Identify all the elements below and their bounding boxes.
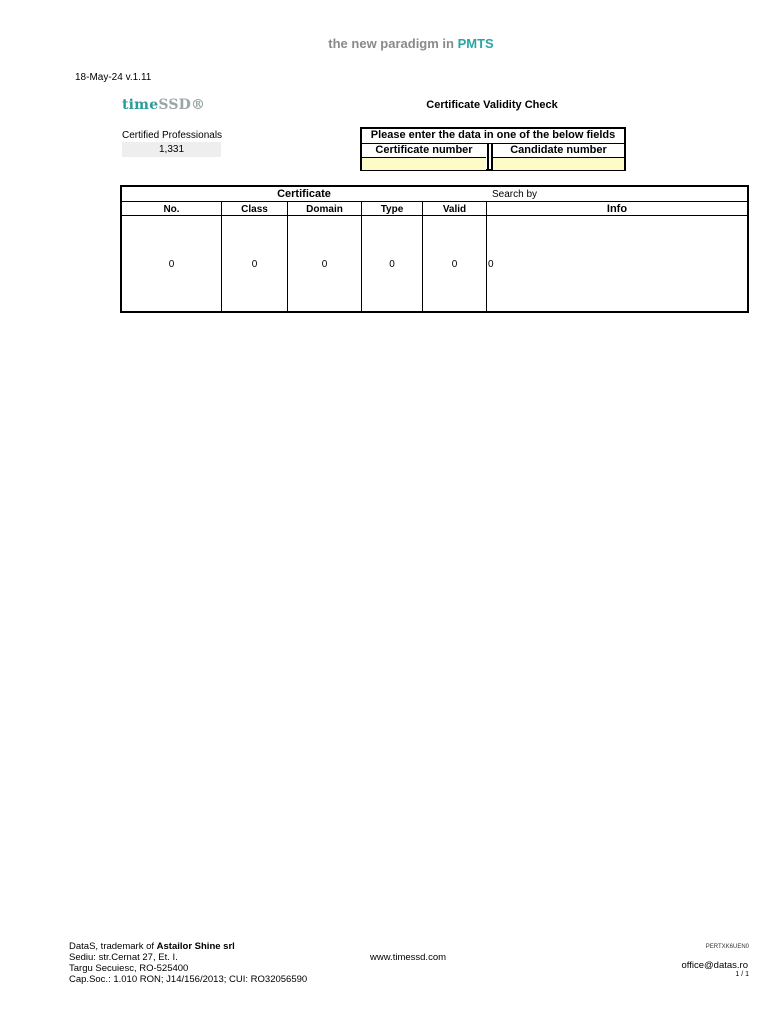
candidate-number-label: Candidate number (493, 144, 624, 158)
column-separator (487, 144, 489, 171)
search-form-heading: Please enter the data in one of the below fields (362, 129, 624, 144)
cell-info: 0 (488, 259, 494, 270)
column-header-class: Class (241, 204, 268, 215)
certificate-number-input[interactable] (362, 158, 486, 170)
certified-professionals-count: 1,331 (122, 142, 221, 157)
footer-address-1: Sediu: str.Cernat 27, Et. I. (69, 952, 178, 963)
footer-company-name: Astailor Shine srl (156, 941, 235, 952)
search-by-label: Search by (492, 189, 538, 200)
column-header-domain: Domain (306, 204, 343, 215)
footer-company-line (69, 941, 307, 952)
column-line (287, 201, 288, 313)
footer-registration: Cap.Soc.: 1.010 RON; J14/156/2013; CUI: RO32056590 (69, 974, 308, 985)
cell-class: 0 (251, 259, 258, 270)
footer-doc-code: PERTXK6UEN0 (705, 944, 749, 950)
footer-website-link[interactable]: www.timessd.com (370, 952, 447, 963)
result-table (120, 185, 749, 313)
cell-no: 0 (168, 259, 175, 270)
footer-company-prefix: DataS, trademark of (69, 941, 157, 952)
certificate-number-label: Certificate number (362, 144, 486, 158)
logo-time: time (122, 97, 159, 113)
column-line (361, 201, 362, 313)
tagline (0, 36, 768, 51)
certified-professionals-label: Certified Professionals (122, 130, 223, 141)
tagline-accent: PMTS (457, 36, 494, 51)
footer-email-link[interactable]: office@datas.ro (681, 960, 748, 971)
tagline-prefix: the new paradigm in (328, 36, 458, 51)
page-title: Certificate Validity Check (426, 99, 558, 111)
cell-type: 0 (389, 259, 395, 270)
certificate-group-heading: Certificate (277, 188, 331, 200)
certificate-number-group (362, 144, 486, 171)
column-header-no: No. (163, 204, 180, 215)
timessd-logo (122, 97, 205, 113)
cell-valid: 0 (451, 259, 458, 270)
footer-page-number: 1 / 1 (735, 971, 749, 978)
logo-ssd: SSD® (158, 97, 206, 113)
table-divider (122, 201, 747, 202)
version-label: 18-May-24 v.1.11 (75, 72, 152, 83)
column-header-valid: Valid (442, 204, 467, 215)
candidate-number-input[interactable] (493, 158, 624, 170)
footer-company-info (69, 941, 307, 985)
search-form (360, 127, 626, 171)
candidate-number-group (493, 144, 624, 171)
footer-address-2: Targu Secuiesc, RO-525400 (69, 963, 189, 974)
column-header-type: Type (380, 204, 404, 215)
column-line (422, 201, 423, 313)
column-line (486, 201, 487, 313)
column-line (221, 201, 222, 313)
column-header-info: Info (606, 203, 628, 215)
cell-domain: 0 (321, 259, 328, 270)
